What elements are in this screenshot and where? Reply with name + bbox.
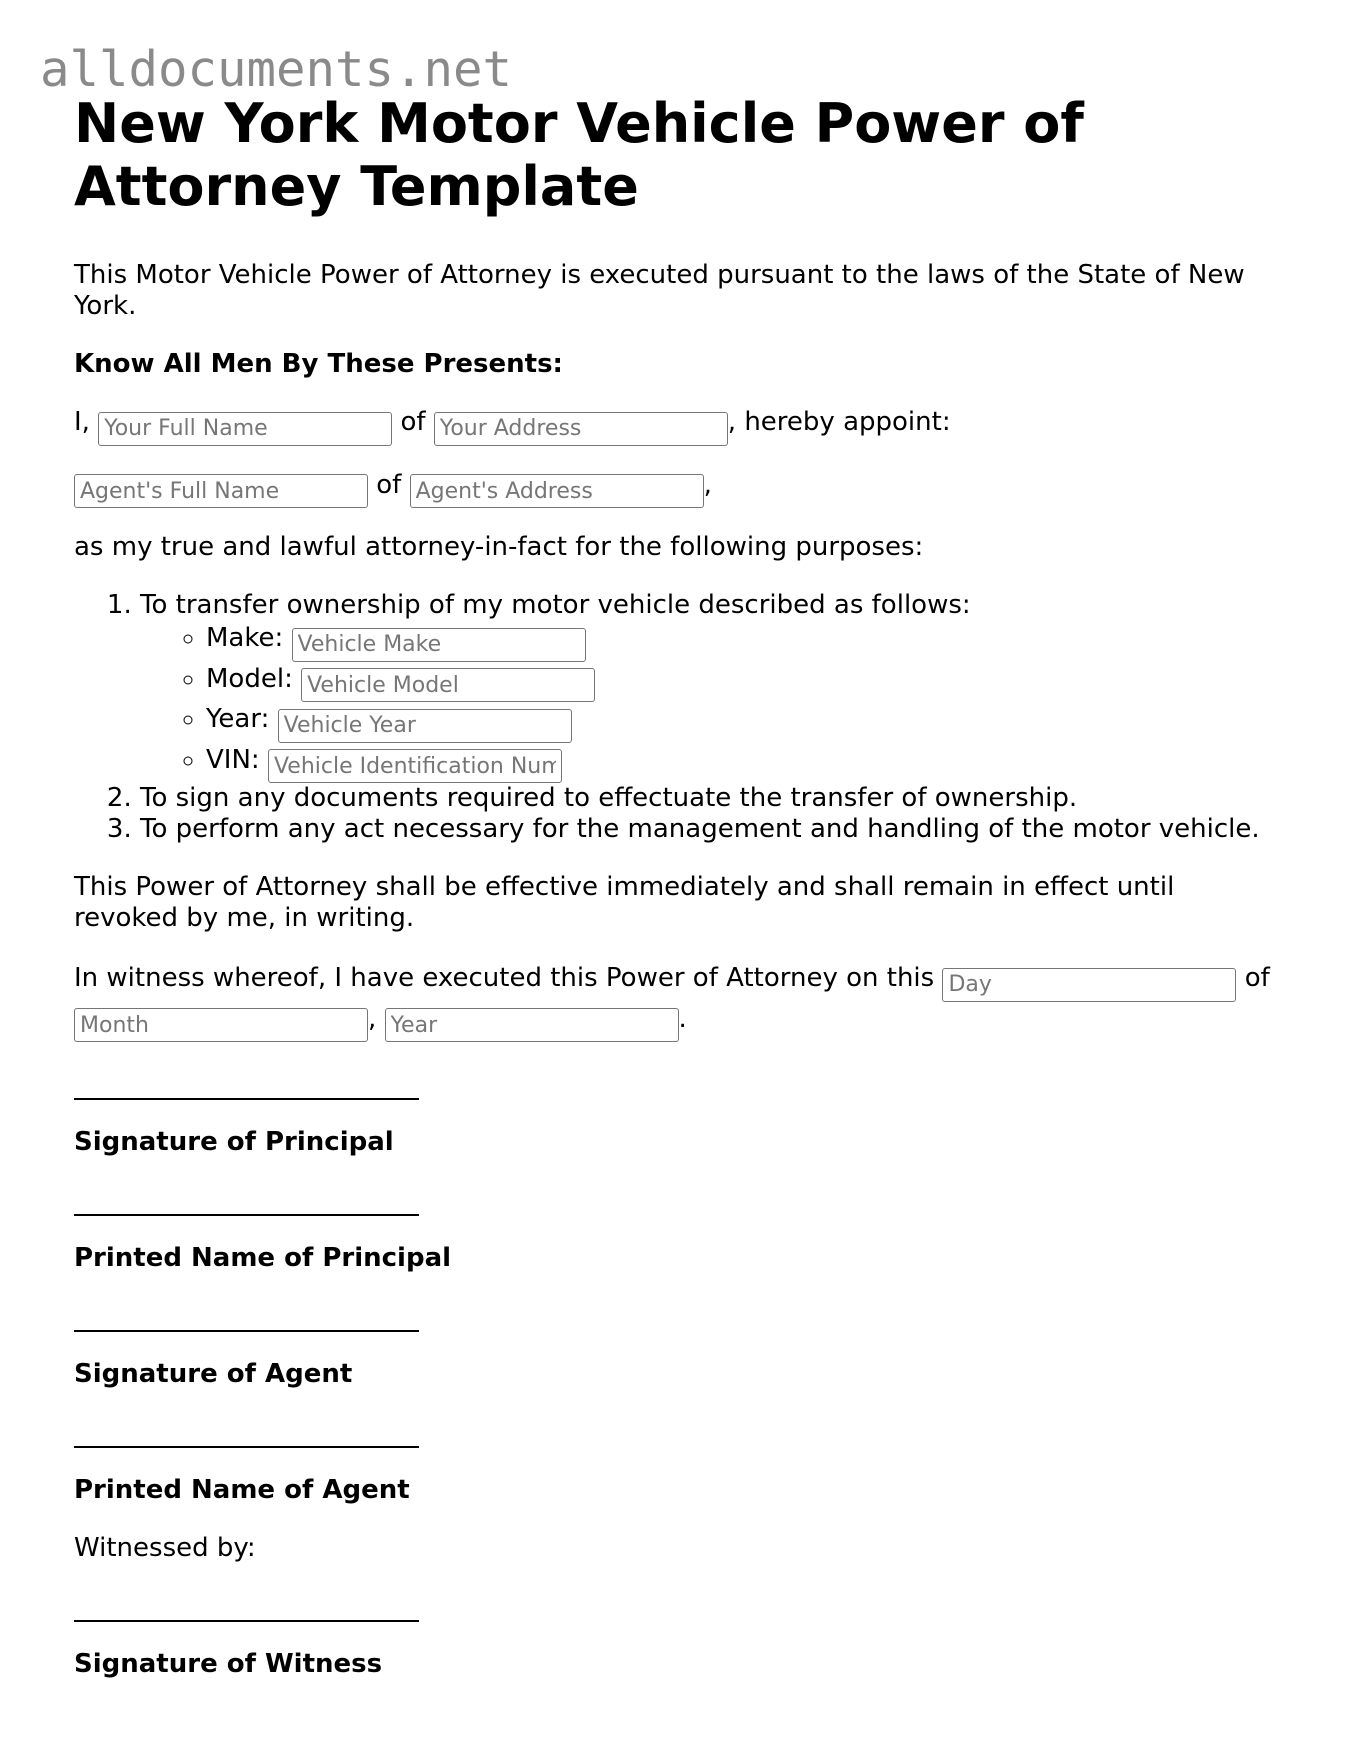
principal-prefix: I, xyxy=(74,407,90,437)
effective-text: This Power of Attorney shall be effective immediately and shall remain in effect until revoked by me, in writing. xyxy=(74,872,1175,933)
purposes-intro: as my true and lawful attorney-in-fact for the following purposes: xyxy=(74,532,924,562)
execution-day-input[interactable] xyxy=(942,968,1236,1002)
vehicle-make-input[interactable] xyxy=(292,628,586,662)
vehicle-vin-input[interactable] xyxy=(268,749,562,783)
witness-signature-label: Signature of Witness xyxy=(74,1649,383,1679)
execution-date-line xyxy=(74,961,1274,1042)
execution-comma: , xyxy=(368,1003,377,1034)
vehicle-vin-label: VIN: xyxy=(206,744,260,775)
execution-year-input[interactable] xyxy=(385,1008,679,1042)
document-title: New York Motor Vehicle Power of Attorney Template xyxy=(74,92,1084,218)
principal-printed-name-label: Printed Name of Principal xyxy=(74,1243,452,1273)
agent-suffix: , xyxy=(703,469,712,500)
agent-line xyxy=(74,470,1274,509)
document xyxy=(74,92,1274,1680)
purpose-item-1 xyxy=(140,590,1274,783)
principal-name-input[interactable] xyxy=(98,412,392,446)
vehicle-year-input[interactable] xyxy=(278,709,572,743)
know-all-heading: Know All Men By These Presents: xyxy=(74,349,563,379)
vehicle-make-item xyxy=(206,621,1274,662)
principal-line xyxy=(74,407,1274,446)
principal-suffix: , hereby appoint: xyxy=(727,407,951,437)
purposes-list xyxy=(74,590,1274,845)
principal-address-input[interactable] xyxy=(434,412,728,446)
execution-period: . xyxy=(678,1003,687,1034)
execution-prefix: In witness whereof, I have executed this Power of Attorney on this xyxy=(74,963,935,993)
agent-address-input[interactable] xyxy=(410,474,704,508)
execution-month-input[interactable] xyxy=(74,1008,368,1042)
witness-signature-line xyxy=(74,1592,419,1622)
vehicle-model-label: Model: xyxy=(206,663,293,694)
vehicle-make-label: Make: xyxy=(206,623,284,653)
principal-printed-name-line xyxy=(74,1186,419,1216)
purpose-item-1-text: To transfer ownership of my motor vehicle described as follows: xyxy=(140,590,971,620)
intro-text: This Motor Vehicle Power of Attorney is executed pursuant to the laws of the State of New York. xyxy=(74,260,1245,321)
agent-of: of xyxy=(376,469,402,500)
principal-signature-label: Signature of Principal xyxy=(74,1127,394,1157)
purpose-item-2-text: To sign any documents required to effectuate the transfer of ownership. xyxy=(140,783,1078,813)
principal-signature-line xyxy=(74,1070,419,1100)
vehicle-year-item xyxy=(206,702,1274,743)
vehicle-vin-item xyxy=(206,743,1274,784)
vehicle-model-item xyxy=(206,662,1274,703)
agent-printed-name-line xyxy=(74,1418,419,1448)
agent-name-input[interactable] xyxy=(74,474,368,508)
witnessed-by-text: Witnessed by: xyxy=(74,1533,256,1563)
agent-signature-label: Signature of Agent xyxy=(74,1359,353,1389)
vehicle-year-label: Year: xyxy=(206,704,270,734)
watermark: alldocuments.net xyxy=(40,41,513,98)
vehicle-model-input[interactable] xyxy=(301,668,595,702)
purpose-item-3-text: To perform any act necessary for the management and handling of the motor vehicle. xyxy=(140,814,1260,844)
principal-of: of xyxy=(400,407,426,437)
agent-printed-name-label: Printed Name of Agent xyxy=(74,1475,410,1505)
purpose-item-3 xyxy=(140,814,1274,845)
vehicle-details-list xyxy=(140,621,1274,783)
purpose-item-2 xyxy=(140,783,1274,814)
execution-of: of xyxy=(1244,963,1270,993)
agent-signature-line xyxy=(74,1302,419,1332)
